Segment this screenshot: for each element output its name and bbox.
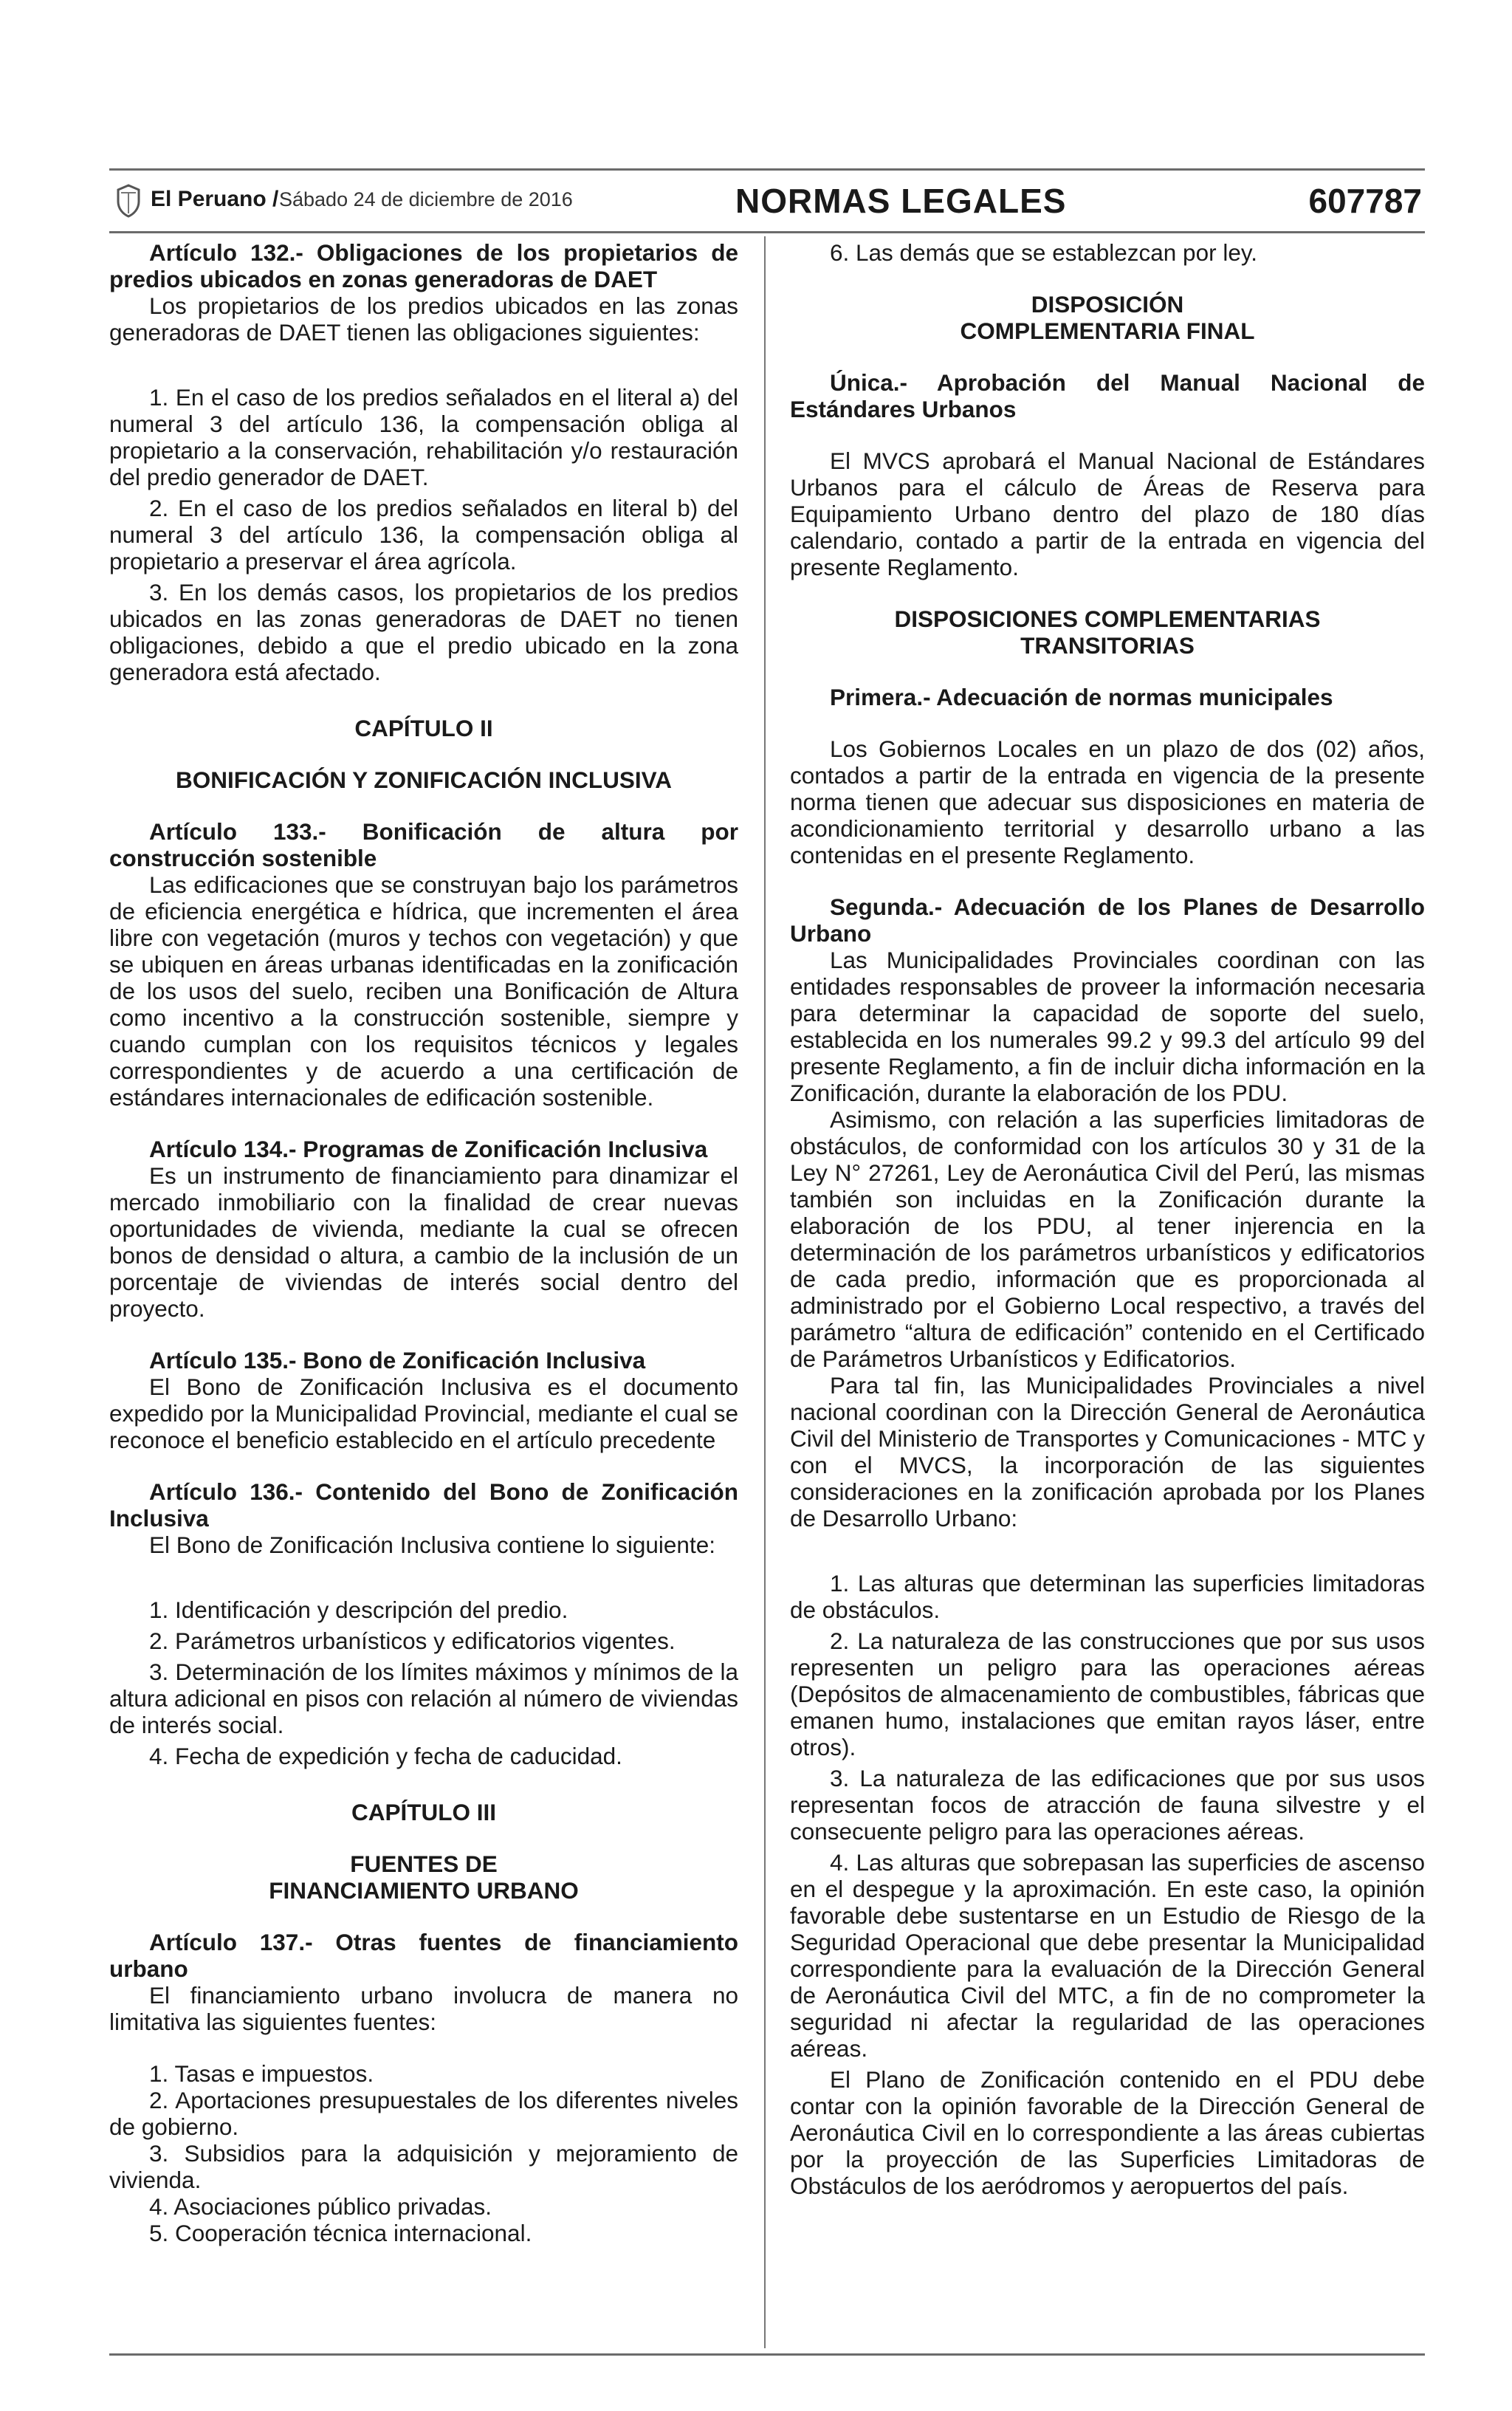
article-132-item: 3. En los demás casos, los propietarios de los predios ubicados en las zonas generadoras de DAET no tienen obligaciones, debido a que el predio ubicado en la zona generadora está afectado. bbox=[109, 579, 738, 685]
article-132-intro: Los propietarios de los predios ubicados en las zonas generadoras de DAET tienen las obligaciones siguientes: bbox=[109, 292, 738, 346]
segunda-item: 3. La naturaleza de las edificaciones que por sus usos representan focos de atracción de fauna silvestre y el consecuente peligro para las operaciones aéreas. bbox=[790, 1765, 1425, 1845]
segunda-heading: Segunda.- Adecuación de los Planes de Desarrollo Urbano bbox=[790, 894, 1425, 947]
segunda-paragraph: El Plano de Zonificación contenido en el PDU debe contar con la opinión favorable de la Dirección General de Aeronáutica Civil en lo correspondiente a las áreas cubiertas por la proyección de las Superficies Limitadoras de Obstáculos de los aeródromos y aeropuertos del país. bbox=[790, 2066, 1425, 2199]
article-137-item: 2. Aportaciones presupuestales de los diferentes niveles de gobierno. bbox=[109, 2087, 738, 2140]
segunda-paragraph: Las Municipalidades Provinciales coordinan con las entidades responsables de proveer la información necesaria para determinar la capacidad de soporte del suelo, establecida en los numerales 99.2 y 99.3 del artículo 99 del presente Reglamento, a fin de incluir dicha información en la Zonificación, durante la elaboración de los PDU. bbox=[790, 947, 1425, 1106]
primera-body: Los Gobiernos Locales en un plazo de dos (02) años, contados a partir de la entrada en vigencia de la presente norma tienen que adecuar sus disposiciones en materia de acondicionamiento territorial y desarrollo urbano a las contenidas en el presente Reglamento. bbox=[790, 735, 1425, 868]
article-136-heading: Artículo 136.- Contenido del Bono de Zonificación Inclusiva bbox=[109, 1478, 738, 1532]
article-136-item: 2. Parámetros urbanísticos y edificatorios vigentes. bbox=[149, 1628, 676, 1654]
primera-heading: Primera.- Adecuación de normas municipales bbox=[830, 684, 1333, 710]
article-133-heading: Artículo 133.- Bonificación de altura por construcción sostenible bbox=[109, 818, 738, 871]
article-137-intro: El financiamiento urbano involucra de manera no limitativa las siguientes fuentes: bbox=[109, 1982, 738, 2035]
article-137-heading: Artículo 137.- Otras fuentes de financiamiento urbano bbox=[109, 1929, 738, 1982]
final-provision-title-line1: DISPOSICIÓN bbox=[1031, 291, 1184, 318]
article-136-item: 4. Fecha de expedición y fecha de caducidad. bbox=[149, 1743, 622, 1769]
article-135-body: El Bono de Zonificación Inclusiva es el documento expedido por la Municipalidad Provincial, mediante el cual se reconoce el beneficio establecido en el artículo precedente bbox=[109, 1373, 738, 1453]
article-132-heading: Artículo 132.- Obligaciones de los propietarios de predios ubicados en zonas generadoras de DAET bbox=[109, 239, 738, 292]
segunda-paragraph: Para tal fin, las Municipalidades Provinciales a nivel nacional coordinan con la Dirección General de Aeronáutica Civil del Ministerio de Transportes y Comunicaciones - MTC y con el MVCS, la incorporación de las siguientes consideraciones en la zonificación aprobada por los Planes de Desarrollo Urbano: bbox=[790, 1372, 1425, 1532]
segunda-item: 1. Las alturas que determinan las superficies limitadoras de obstáculos. bbox=[790, 1570, 1425, 1623]
article-133-body: Las edificaciones que se construyan bajo los parámetros de eficiencia energética e hídrica, que incrementen el área libre con vegetación (muros y techos con vegetación) y que se ubiquen en áreas urbanas identificadas en la zonificación de los usos del suelo, reciben una Bonificación de Altura como incentivo a la construcción sostenible, siempre y cuando cumplan con los requisitos técnicos y legales correspondientes y de acuerdo a una certificación de estándares internacionales de edificación sostenible. bbox=[109, 871, 738, 1111]
segunda-paragraph: Asimismo, con relación a las superficies limitadoras de obstáculos, de conformidad con los artículos 30 y 31 de la Ley N° 27261, Ley de Aeronáutica Civil del Perú, las mismas también son incluidas en la Zonificación durante la elaboración de los PDU, al tener injerencia en la determinación de los parámetros urbanísticos y edificatorios de cada predio, información que es proporcionada al administrado por el Gobierno Local respectivo, a través del parámetro “altura de edificación” contenido en el Certificado de Parámetros Urbanísticos y Edificatorios. bbox=[790, 1106, 1425, 1372]
unica-body: El MVCS aprobará el Manual Nacional de Estándares Urbanos para el cálculo de Áreas de Reserva para Equipamiento Urbano dentro del plazo de 180 días calendario, contado a partir de la entrada en vigencia del presente Reglamento. bbox=[790, 447, 1425, 580]
article-137-item: 3. Subsidios para la adquisición y mejoramiento de vivienda. bbox=[109, 2140, 738, 2193]
article-137-item: 4. Asociaciones público privadas. bbox=[149, 2193, 492, 2220]
chapter-2-subtitle: BONIFICACIÓN Y ZONIFICACIÓN INCLUSIVA bbox=[175, 766, 673, 793]
article-134-body: Es un instrumento de financiamiento para dinamizar el mercado inmobiliario con la finalidad de crear nuevas oportunidades de vivienda, mediante la cual se ofrecen bonos de densidad o altura, a cambio de la inclusión de un porcentaje de viviendas de interés social dentro del proyecto. bbox=[109, 1162, 738, 1322]
publication-date: Sábado 24 de diciembre de 2016 bbox=[279, 188, 573, 210]
article-136-intro: El Bono de Zonificación Inclusiva contiene lo siguiente: bbox=[149, 1532, 715, 1558]
chapter-3-subtitle-line2: FINANCIAMIENTO URBANO bbox=[269, 1877, 579, 1904]
coat-of-arms-icon bbox=[114, 184, 143, 218]
publication-name: El Peruano / bbox=[151, 187, 279, 211]
article-134-heading: Artículo 134.- Programas de Zonificación Inclusiva bbox=[149, 1136, 708, 1162]
page-header bbox=[109, 168, 1425, 233]
list-item-6: 6. Las demás que se establezcan por ley. bbox=[830, 239, 1258, 266]
left-column bbox=[109, 239, 738, 2246]
column-divider bbox=[764, 236, 766, 2348]
section-title: NORMAS LEGALES bbox=[735, 182, 1067, 220]
article-135-heading: Artículo 135.- Bono de Zonificación Inclusiva bbox=[149, 1347, 646, 1373]
unica-heading: Única.- Aprobación del Manual Nacional de Estándares Urbanos bbox=[790, 369, 1425, 422]
article-132-item: 1. En el caso de los predios señalados en el literal a) del numeral 3 del artículo 136, la compensación obliga al propietario a la conservación, rehabilitación y/o restauración del predio generador de DAET. bbox=[109, 384, 738, 490]
segunda-item: 4. Las alturas que sobrepasan las superficies de ascenso en el despegue y la aproximación. En este caso, la opinión favorable debe sustentarse en un Estudio de Riesgo de la Seguridad Operacional que debe presentar la Municipalidad correspondiente para la evaluación de la Dirección General de Aeronáutica Civil del MTC, a fin de no comprometer la seguridad ni afectar la regularidad de las operaciones aéreas. bbox=[790, 1849, 1425, 2062]
article-137-item: 5. Cooperación técnica internacional. bbox=[149, 2220, 532, 2246]
final-provision-title-line2: COMPLEMENTARIA FINAL bbox=[960, 318, 1255, 344]
right-column bbox=[790, 239, 1425, 2203]
chapter-2-title: CAPÍTULO II bbox=[354, 715, 493, 741]
chapter-3-subtitle-line1: FUENTES DE bbox=[350, 1851, 498, 1877]
article-136-item: 1. Identificación y descripción del predio. bbox=[149, 1597, 568, 1623]
article-132-item: 2. En el caso de los predios señalados en literal b) del numeral 3 del artículo 136, la compensación obliga al propietario a preservar el área agrícola. bbox=[109, 495, 738, 575]
article-136-item: 3. Determinación de los límites máximos y mínimos de la altura adicional en pisos con relación al número de viviendas de interés social. bbox=[109, 1659, 738, 1738]
bottom-rule bbox=[109, 2353, 1425, 2356]
segunda-item: 2. La naturaleza de las construcciones que por sus usos representen un peligro para las operaciones aéreas (Depósitos de almacenamiento de combustibles, fábricas que emanen humo, instalaciones que emitan rayos láser, entre otros). bbox=[790, 1628, 1425, 1760]
chapter-3-title: CAPÍTULO III bbox=[351, 1799, 496, 1825]
article-137-item: 1. Tasas e impuestos. bbox=[149, 2060, 374, 2087]
transitory-provisions-title-line2: TRANSITORIAS bbox=[1020, 632, 1195, 659]
page-number: 607787 bbox=[1308, 182, 1422, 220]
transitory-provisions-title-line1: DISPOSICIONES COMPLEMENTARIAS bbox=[894, 606, 1321, 632]
